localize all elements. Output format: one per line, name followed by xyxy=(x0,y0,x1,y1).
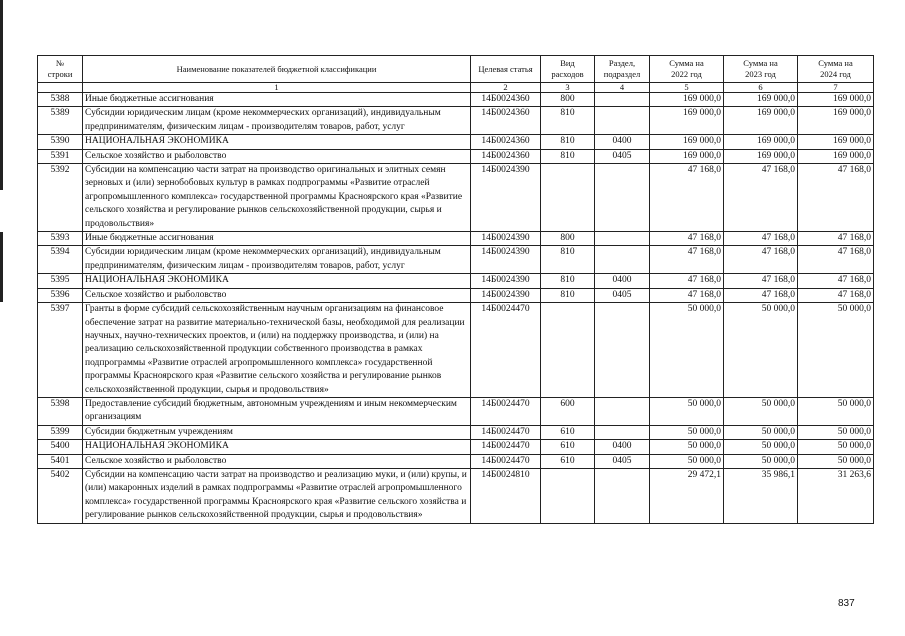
section-cell xyxy=(595,246,650,274)
row-number-cell: 5390 xyxy=(38,135,83,149)
indicator-name-cell: Субсидии юридическим лицам (кроме некоммерческих организаций), индивидуальным предпринимателям, физическим лицам - производителям товаров, работ, услуг xyxy=(83,107,471,135)
row-number-cell: 5401 xyxy=(38,454,83,468)
sum-2023-cell: 50 000,0 xyxy=(724,397,798,425)
section-cell xyxy=(595,303,650,398)
sum-2023-cell: 169 000,0 xyxy=(724,93,798,107)
sum-2022-cell: 29 472,1 xyxy=(650,468,724,523)
table-row xyxy=(38,107,874,135)
page-number: 837 xyxy=(838,598,855,609)
row-number-cell: 5400 xyxy=(38,440,83,454)
sum-2023-cell: 47 168,0 xyxy=(724,288,798,302)
expense-type-cell: 800 xyxy=(541,93,595,107)
row-number-cell: 5389 xyxy=(38,107,83,135)
table-row xyxy=(38,149,874,163)
scan-edge-line xyxy=(0,232,3,302)
table-row xyxy=(38,274,874,288)
sum-2023-cell: 169 000,0 xyxy=(724,135,798,149)
target-article-cell: 14Б0024470 xyxy=(471,454,541,468)
sum-2023-cell: 169 000,0 xyxy=(724,107,798,135)
expense-type-cell: 810 xyxy=(541,107,595,135)
sum-2023-cell: 50 000,0 xyxy=(724,425,798,439)
target-article-cell: 14Б0024360 xyxy=(471,93,541,107)
budget-table xyxy=(37,55,874,524)
section-cell: 0400 xyxy=(595,135,650,149)
target-article-cell: 14Б0024390 xyxy=(471,232,541,246)
section-cell xyxy=(595,93,650,107)
header-target: Целевая статья xyxy=(471,56,541,83)
expense-type-cell: 810 xyxy=(541,288,595,302)
column-index: 6 xyxy=(724,83,798,93)
header-sum-2023: Сумма на 2023 год xyxy=(724,56,798,83)
sum-2024-cell: 169 000,0 xyxy=(798,149,874,163)
sum-2022-cell: 47 168,0 xyxy=(650,164,724,232)
sum-2024-cell: 50 000,0 xyxy=(798,454,874,468)
table-row xyxy=(38,246,874,274)
row-number-cell: 5396 xyxy=(38,288,83,302)
sum-2022-cell: 50 000,0 xyxy=(650,440,724,454)
sum-2023-cell: 47 168,0 xyxy=(724,246,798,274)
expense-type-cell: 810 xyxy=(541,274,595,288)
indicator-name-cell: НАЦИОНАЛЬНАЯ ЭКОНОМИКА xyxy=(83,274,471,288)
target-article-cell: 14Б0024390 xyxy=(471,274,541,288)
row-number-cell: 5388 xyxy=(38,93,83,107)
sum-2023-cell: 50 000,0 xyxy=(724,454,798,468)
expense-type-cell: 610 xyxy=(541,454,595,468)
indicator-name-cell: Иные бюджетные ассигнования xyxy=(83,93,471,107)
sum-2022-cell: 50 000,0 xyxy=(650,425,724,439)
column-index: 4 xyxy=(595,83,650,93)
header-row-no: № строки xyxy=(38,56,83,83)
indicator-name-cell: Сельское хозяйство и рыболовство xyxy=(83,288,471,302)
sum-2023-cell: 169 000,0 xyxy=(724,149,798,163)
expense-type-cell: 810 xyxy=(541,149,595,163)
expense-type-cell: 600 xyxy=(541,397,595,425)
sum-2022-cell: 47 168,0 xyxy=(650,232,724,246)
table-row xyxy=(38,164,874,232)
sum-2023-cell: 47 168,0 xyxy=(724,232,798,246)
header-type: Вид расходов xyxy=(541,56,595,83)
header-section: Раздел, подраздел xyxy=(595,56,650,83)
table-body xyxy=(38,93,874,524)
header-sum-2024: Сумма на 2024 год xyxy=(798,56,874,83)
column-index-row xyxy=(38,83,874,93)
scan-edge-line xyxy=(0,0,3,190)
header-sum-2022: Сумма на 2022 год xyxy=(650,56,724,83)
target-article-cell: 14Б0024470 xyxy=(471,425,541,439)
sum-2024-cell: 50 000,0 xyxy=(798,303,874,398)
table-row xyxy=(38,454,874,468)
expense-type-cell xyxy=(541,303,595,398)
column-index: 7 xyxy=(798,83,874,93)
indicator-name-cell: Сельское хозяйство и рыболовство xyxy=(83,149,471,163)
sum-2024-cell: 47 168,0 xyxy=(798,232,874,246)
sum-2022-cell: 47 168,0 xyxy=(650,274,724,288)
sum-2024-cell: 169 000,0 xyxy=(798,107,874,135)
sum-2023-cell: 35 986,1 xyxy=(724,468,798,523)
section-cell xyxy=(595,468,650,523)
column-index xyxy=(38,83,83,93)
target-article-cell: 14Б0024470 xyxy=(471,303,541,398)
target-article-cell: 14Б0024390 xyxy=(471,288,541,302)
column-index: 5 xyxy=(650,83,724,93)
table-row xyxy=(38,93,874,107)
section-cell xyxy=(595,397,650,425)
target-article-cell: 14Б0024390 xyxy=(471,164,541,232)
sum-2024-cell: 50 000,0 xyxy=(798,425,874,439)
column-index: 1 xyxy=(83,83,471,93)
sum-2024-cell: 47 168,0 xyxy=(798,164,874,232)
sum-2024-cell: 50 000,0 xyxy=(798,397,874,425)
sum-2022-cell: 169 000,0 xyxy=(650,149,724,163)
target-article-cell: 14Б0024360 xyxy=(471,135,541,149)
sum-2022-cell: 169 000,0 xyxy=(650,93,724,107)
sum-2022-cell: 47 168,0 xyxy=(650,246,724,274)
sum-2023-cell: 47 168,0 xyxy=(724,164,798,232)
section-cell xyxy=(595,164,650,232)
indicator-name-cell: Субсидии бюджетным учреждениям xyxy=(83,425,471,439)
expense-type-cell xyxy=(541,164,595,232)
section-cell: 0400 xyxy=(595,440,650,454)
section-cell xyxy=(595,425,650,439)
target-article-cell: 14Б0024470 xyxy=(471,397,541,425)
table-row xyxy=(38,135,874,149)
expense-type-cell: 810 xyxy=(541,246,595,274)
indicator-name-cell: НАЦИОНАЛЬНАЯ ЭКОНОМИКА xyxy=(83,440,471,454)
expense-type-cell: 610 xyxy=(541,440,595,454)
indicator-name-cell: Субсидии юридическим лицам (кроме некоммерческих организаций), индивидуальным предпринимателям, физическим лицам - производителям товаров, работ, услуг xyxy=(83,246,471,274)
sum-2024-cell: 47 168,0 xyxy=(798,288,874,302)
row-number-cell: 5402 xyxy=(38,468,83,523)
indicator-name-cell: Сельское хозяйство и рыболовство xyxy=(83,454,471,468)
indicator-name-cell: Предоставление субсидий бюджетным, автономным учреждениям и иным некоммерческим организациям xyxy=(83,397,471,425)
expense-type-cell: 800 xyxy=(541,232,595,246)
row-number-cell: 5392 xyxy=(38,164,83,232)
sum-2023-cell: 50 000,0 xyxy=(724,303,798,398)
target-article-cell: 14Б0024360 xyxy=(471,149,541,163)
indicator-name-cell: НАЦИОНАЛЬНАЯ ЭКОНОМИКА xyxy=(83,135,471,149)
column-index: 2 xyxy=(471,83,541,93)
header-name: Наименование показателей бюджетной классификации xyxy=(83,56,471,83)
sum-2024-cell: 31 263,6 xyxy=(798,468,874,523)
row-number-cell: 5398 xyxy=(38,397,83,425)
target-article-cell: 14Б0024360 xyxy=(471,107,541,135)
section-cell xyxy=(595,107,650,135)
indicator-name-cell: Гранты в форме субсидий сельскохозяйственным научным организациям на финансовое обеспечение затрат на развитие материально-технической базы, необходимой для реализации научных, научно-технических проектов, и (или) на поддержку производства, и (или) на реализацию сельскохозяйственной продукции собственного производства в рамках подпрограммы «Развитие отраслей агропромышленного комплекса» государственной программы Красноярского края «Развитие сельского хозяйства и регулирование рынков сельскохозяйственной продукции, сырья и продовольствия» xyxy=(83,303,471,398)
table-header-row xyxy=(38,56,874,83)
sum-2022-cell: 169 000,0 xyxy=(650,107,724,135)
sum-2024-cell: 169 000,0 xyxy=(798,93,874,107)
sum-2024-cell: 169 000,0 xyxy=(798,135,874,149)
table-row xyxy=(38,397,874,425)
table-row xyxy=(38,468,874,523)
row-number-cell: 5397 xyxy=(38,303,83,398)
sum-2022-cell: 50 000,0 xyxy=(650,303,724,398)
table-row xyxy=(38,425,874,439)
row-number-cell: 5395 xyxy=(38,274,83,288)
sum-2024-cell: 47 168,0 xyxy=(798,274,874,288)
sum-2022-cell: 47 168,0 xyxy=(650,288,724,302)
sum-2024-cell: 47 168,0 xyxy=(798,246,874,274)
table-row xyxy=(38,303,874,398)
section-cell: 0405 xyxy=(595,149,650,163)
section-cell: 0405 xyxy=(595,454,650,468)
target-article-cell: 14Б0024390 xyxy=(471,246,541,274)
sum-2023-cell: 50 000,0 xyxy=(724,440,798,454)
sum-2024-cell: 50 000,0 xyxy=(798,440,874,454)
indicator-name-cell: Иные бюджетные ассигнования xyxy=(83,232,471,246)
sum-2022-cell: 50 000,0 xyxy=(650,454,724,468)
target-article-cell: 14Б0024810 xyxy=(471,468,541,523)
section-cell: 0400 xyxy=(595,274,650,288)
sum-2023-cell: 47 168,0 xyxy=(724,274,798,288)
indicator-name-cell: Субсидии на компенсацию части затрат на производство и реализацию муки, и (или) крупы, и (или) макаронных изделий в рамках подпрограммы «Развитие отраслей агропромышленного комплекса» государственной программы Красноярского края «Развитие сельского хозяйства и регулирование рынков сельскохозяйственной продукции, сырья и продовольствия» xyxy=(83,468,471,523)
column-index: 3 xyxy=(541,83,595,93)
row-number-cell: 5393 xyxy=(38,232,83,246)
section-cell: 0405 xyxy=(595,288,650,302)
row-number-cell: 5399 xyxy=(38,425,83,439)
section-cell xyxy=(595,232,650,246)
table-row xyxy=(38,440,874,454)
table-row xyxy=(38,232,874,246)
sum-2022-cell: 169 000,0 xyxy=(650,135,724,149)
row-number-cell: 5391 xyxy=(38,149,83,163)
indicator-name-cell: Субсидии на компенсацию части затрат на производство оригинальных и элитных семян зерновых и (или) зернобобовых культур в рамках подпрограммы «Развитие отраслей агропромышленного комплекса» государственной программы Красноярского края «Развитие сельского хозяйства и регулирование рынков сельскохозяйственной продукции, сырья и продовольствия» xyxy=(83,164,471,232)
expense-type-cell: 610 xyxy=(541,425,595,439)
expense-type-cell: 810 xyxy=(541,135,595,149)
target-article-cell: 14Б0024470 xyxy=(471,440,541,454)
table-row xyxy=(38,288,874,302)
row-number-cell: 5394 xyxy=(38,246,83,274)
expense-type-cell xyxy=(541,468,595,523)
sum-2022-cell: 50 000,0 xyxy=(650,397,724,425)
